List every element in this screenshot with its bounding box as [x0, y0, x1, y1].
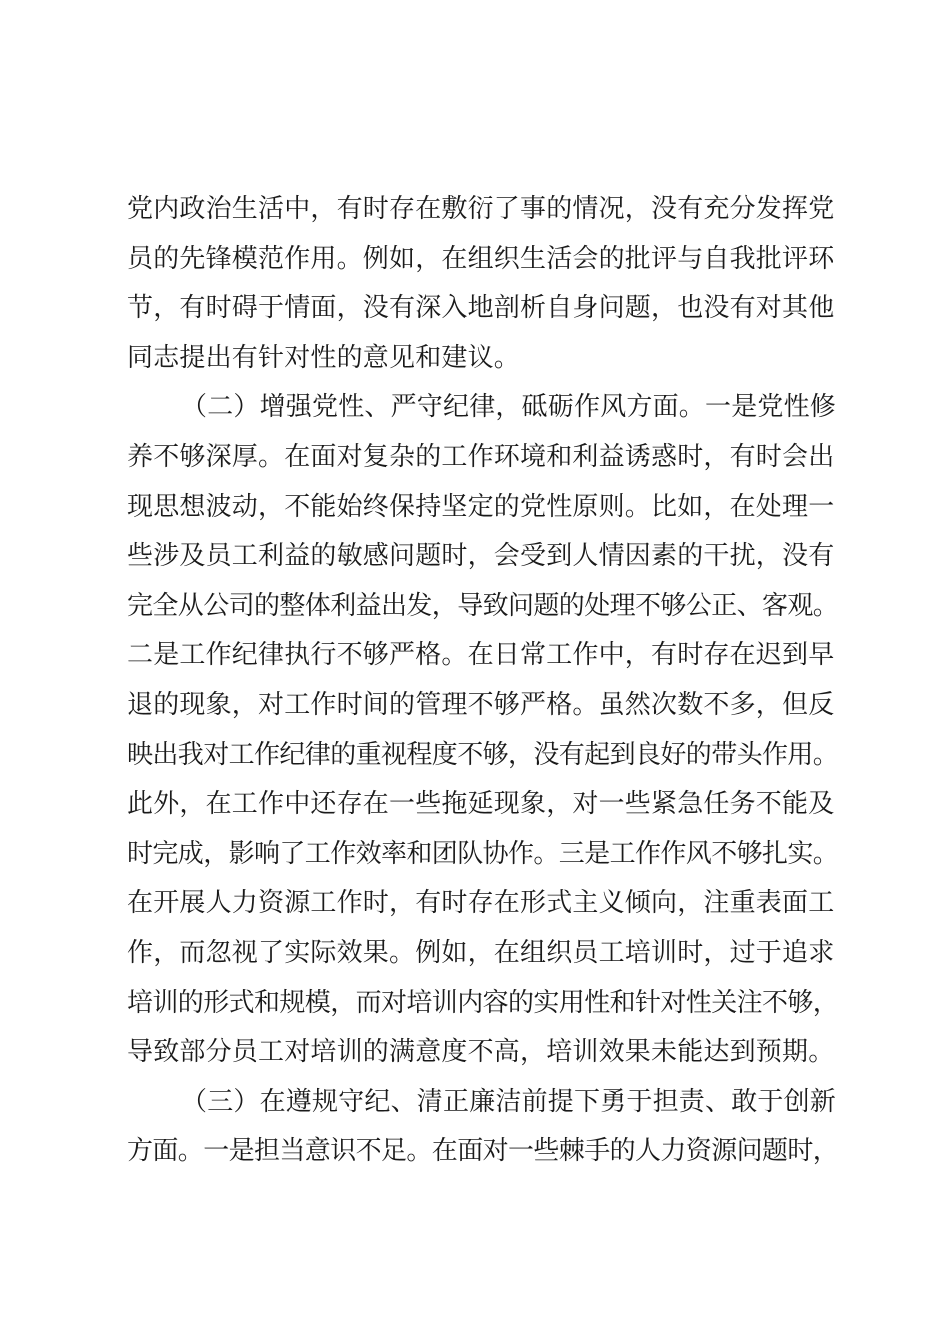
- section-heading-line: （二）增强党性、严守纪律，砥砺作风方面。一是党性修: [181, 392, 837, 423]
- text-line: 完全从公司的整体利益出发，导致问题的处理不够公正、客观。: [127, 590, 839, 621]
- text-line: 退的现象，对工作时间的管理不够严格。虽然次数不多，但反: [127, 689, 835, 720]
- text-line: 时完成，影响了工作效率和团队协作。三是工作作风不够扎实。: [127, 838, 839, 869]
- text-line: 此外，在工作中还存在一些拖延现象，对一些紧急任务不能及: [127, 789, 835, 820]
- text-line: 节，有时碍于情面，没有深入地剖析自身问题，也没有对其他: [127, 293, 835, 324]
- text-line: 映出我对工作纪律的重视程度不够，没有起到良好的带头作用。: [127, 739, 839, 770]
- text-line: 员的先锋模范作用。例如，在组织生活会的批评与自我批评环: [127, 243, 835, 274]
- text-line: 二是工作纪律执行不够严格。在日常工作中，有时存在迟到早: [127, 640, 835, 671]
- text-line: 些涉及员工利益的敏感问题时，会受到人情因素的干扰，没有: [127, 541, 835, 572]
- text-line: 培训的形式和规模，而对培训内容的实用性和针对性关注不够，: [127, 987, 839, 1018]
- text-line: 同志提出有针对性的意见和建议。: [127, 342, 521, 373]
- text-line: 导致部分员工对培训的满意度不高，培训效果未能达到预期。: [127, 1037, 835, 1068]
- text-line: 作，而忽视了实际效果。例如，在组织员工培训时，过于追求: [127, 937, 835, 968]
- body-text: [127, 185, 857, 1177]
- section-heading-line: （三）在遵规守纪、清正廉洁前提下勇于担责、敢于创新: [181, 1086, 837, 1117]
- text-line: 现思想波动，不能始终保持坚定的党性原则。比如，在处理一: [127, 491, 835, 522]
- text-line: 方面。一是担当意识不足。在面对一些棘手的人力资源问题时，: [127, 1136, 839, 1167]
- text-line: 在开展人力资源工作时，有时存在形式主义倾向，注重表面工: [127, 888, 835, 919]
- text-line: 党内政治生活中，有时存在敷衍了事的情况，没有充分发挥党: [127, 194, 835, 224]
- text-line: 养不够深厚。在面对复杂的工作环境和利益诱惑时，有时会出: [127, 441, 835, 472]
